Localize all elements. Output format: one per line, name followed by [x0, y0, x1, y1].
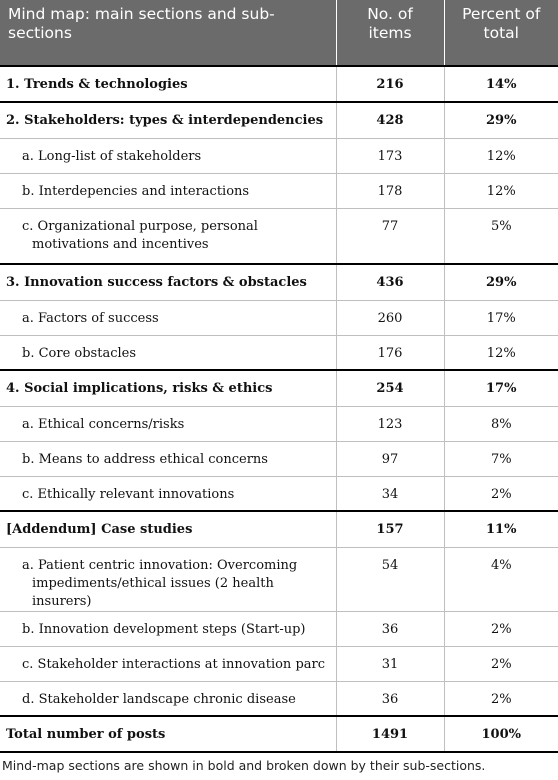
table-row	[0, 511, 558, 547]
percent-value: 17%	[444, 370, 558, 406]
table-row	[0, 300, 558, 335]
section-label: 3. Innovation success factors & obstacles	[0, 264, 336, 300]
percent-value: 8%	[444, 406, 558, 441]
subsection-label: a. Patient centric innovation: Overcoming impediments/ethical issues (2 health insurers)	[0, 547, 336, 611]
subsection-label: c. Stakeholder interactions at innovation parc	[0, 646, 336, 681]
subsection-label: c. Organizational purpose, personal motivations and incentives	[0, 208, 336, 264]
item-count: 157	[336, 511, 444, 547]
percent-value: 29%	[444, 102, 558, 138]
subsection-label: b. Innovation development steps (Start-up)	[0, 611, 336, 646]
subsection-label: b. Interdepencies and interactions	[0, 173, 336, 208]
item-count: 36	[336, 681, 444, 716]
table-row	[0, 264, 558, 300]
percent-value: 2%	[444, 646, 558, 681]
percent-value: 17%	[444, 300, 558, 335]
section-label: 1. Trends & technologies	[0, 66, 336, 102]
subsection-label: d. Stakeholder landscape chronic disease	[0, 681, 336, 716]
table-row	[0, 66, 558, 102]
item-count: 178	[336, 173, 444, 208]
item-count: 176	[336, 335, 444, 370]
table-row	[0, 406, 558, 441]
section-label: [Addendum] Case studies	[0, 511, 336, 547]
item-count: 123	[336, 406, 444, 441]
total-item-count: 1491	[336, 716, 444, 752]
section-label: 2. Stakeholders: types & interdependencies	[0, 102, 336, 138]
section-label: 4. Social implications, risks & ethics	[0, 370, 336, 406]
header-sections: Mind map: main sections and sub-sections	[0, 0, 336, 66]
header-percent: Percent of total	[444, 0, 558, 66]
item-count: 173	[336, 138, 444, 173]
total-row	[0, 716, 558, 752]
percent-value: 29%	[444, 264, 558, 300]
percent-value: 12%	[444, 138, 558, 173]
table-row	[0, 547, 558, 611]
total-percent: 100%	[444, 716, 558, 752]
percent-value: 5%	[444, 208, 558, 264]
percent-value: 2%	[444, 681, 558, 716]
table-row	[0, 335, 558, 370]
table-row	[0, 173, 558, 208]
item-count: 216	[336, 66, 444, 102]
subsection-label: b. Means to address ethical concerns	[0, 441, 336, 476]
percent-value: 12%	[444, 173, 558, 208]
percent-value: 12%	[444, 335, 558, 370]
percent-value: 7%	[444, 441, 558, 476]
item-count: 260	[336, 300, 444, 335]
subsection-label: c. Ethically relevant innovations	[0, 476, 336, 511]
table-row	[0, 441, 558, 476]
table-row	[0, 646, 558, 681]
table-row	[0, 611, 558, 646]
item-count: 54	[336, 547, 444, 611]
item-count: 36	[336, 611, 444, 646]
item-count: 77	[336, 208, 444, 264]
header-item-count: No. of items	[336, 0, 444, 66]
item-count: 31	[336, 646, 444, 681]
subsection-label: a. Long-list of stakeholders	[0, 138, 336, 173]
item-count: 428	[336, 102, 444, 138]
table-header-row	[0, 0, 558, 66]
table-row	[0, 681, 558, 716]
table-footnote: Mind-map sections are shown in bold and broken down by their sub-sections.	[2, 758, 486, 773]
table-row	[0, 138, 558, 173]
total-label: Total number of posts	[0, 716, 336, 752]
item-count: 254	[336, 370, 444, 406]
percent-value: 11%	[444, 511, 558, 547]
subsection-label: a. Factors of success	[0, 300, 336, 335]
percent-value: 2%	[444, 476, 558, 511]
percent-value: 4%	[444, 547, 558, 611]
table-row	[0, 102, 558, 138]
item-count: 97	[336, 441, 444, 476]
percent-value: 14%	[444, 66, 558, 102]
subsection-label: b. Core obstacles	[0, 335, 336, 370]
item-count: 34	[336, 476, 444, 511]
percent-value: 2%	[444, 611, 558, 646]
item-count: 436	[336, 264, 444, 300]
table-row	[0, 208, 558, 264]
subsection-label: a. Ethical concerns/risks	[0, 406, 336, 441]
table-row	[0, 370, 558, 406]
table-row	[0, 476, 558, 511]
